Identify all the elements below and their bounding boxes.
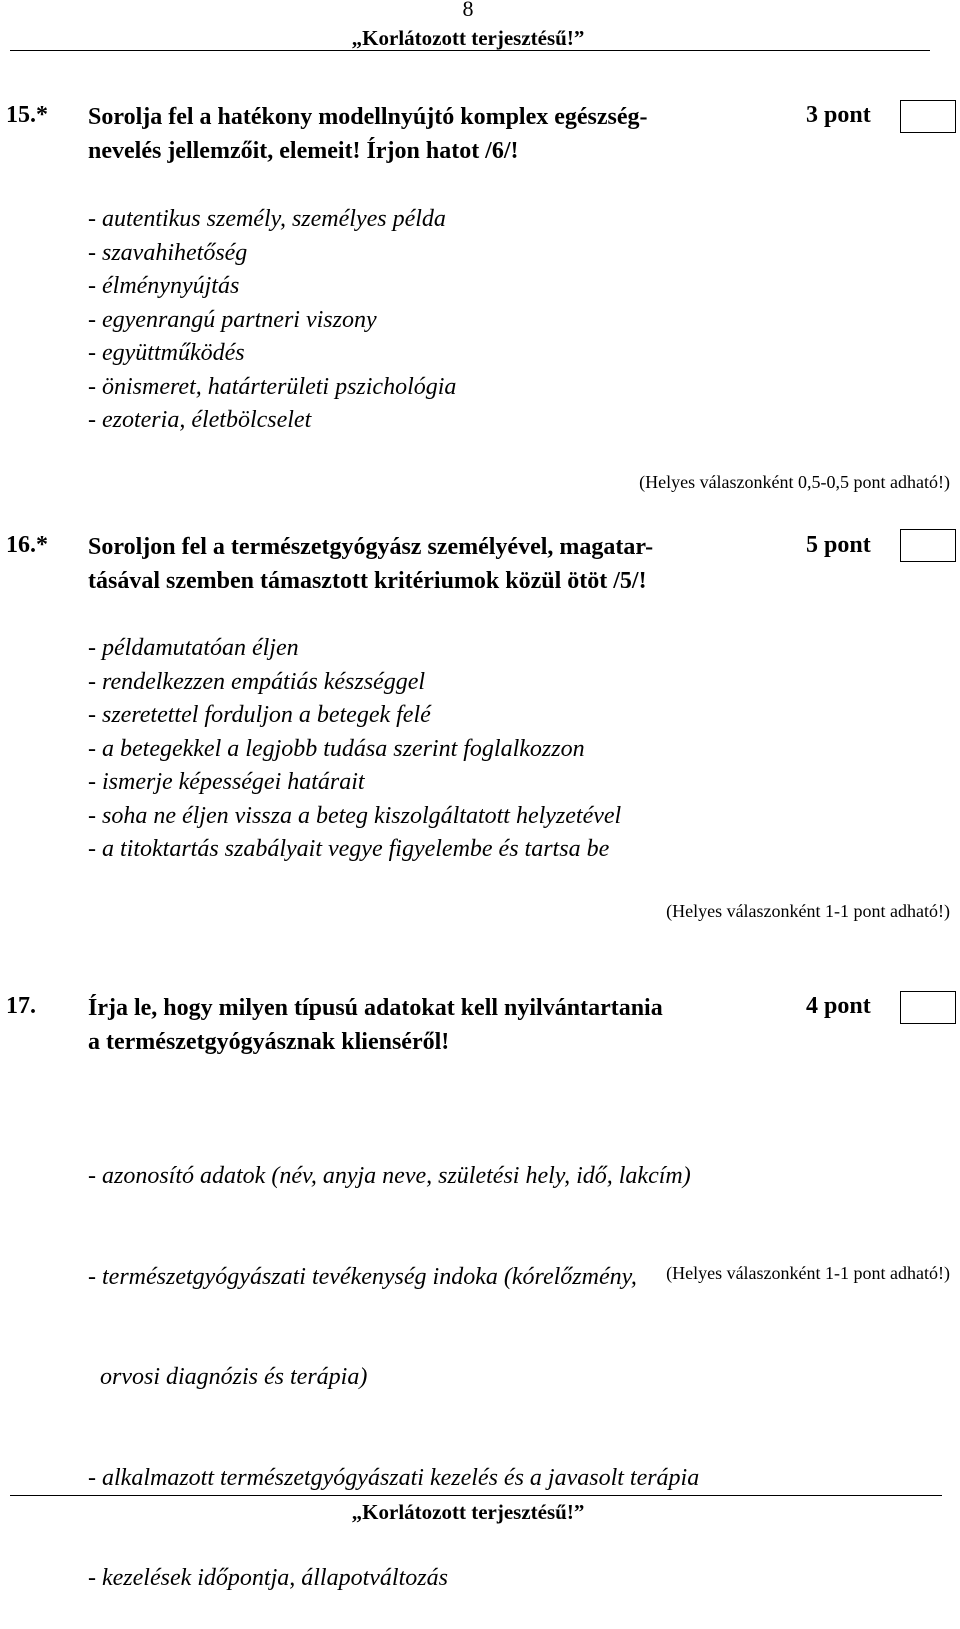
points-label: 3 pont (806, 102, 871, 128)
answer-item: - együttműködés (88, 340, 245, 366)
answer-item: - autentikus személy, személyes példa (88, 206, 446, 232)
scoring-note: (Helyes válaszonként 1-1 pont adható!) (666, 901, 950, 921)
answer-list (88, 203, 456, 438)
answer-item: - példamutatóan éljen (88, 635, 299, 661)
answer-item: - önismeret, határterületi pszichológia (88, 373, 457, 400)
footer-rule (10, 1495, 942, 1496)
question-text-line: tásával szemben támasztott kritériumok közül ötöt /5/! (88, 568, 647, 594)
answer-item: - ismerje képességei határait (88, 769, 365, 795)
page-header: „Korlátozott terjesztésű!” (351, 26, 585, 50)
header-rule (10, 50, 930, 51)
answer-item: - alkalmazott természetgyógyászati kezelés és a javasolt terápia (88, 1464, 700, 1491)
answer-item: - szavahihetőség (88, 239, 248, 266)
answer-item: - élménynyújtás (88, 273, 240, 299)
question-text (88, 530, 653, 598)
score-box[interactable] (900, 100, 956, 133)
scoring-note: (Helyes válaszonként 0,5-0,5 pont adható!) (639, 472, 950, 492)
points-label: 4 pont (806, 993, 871, 1019)
answer-item: - szeretettel forduljon a betegek felé (88, 702, 431, 728)
page-number: 8 (462, 0, 474, 21)
answer-list (88, 632, 621, 867)
answer-item: orvosi diagnózis és terápia) (88, 1364, 368, 1390)
page-footer: „Korlátozott terjesztésű!” (351, 1500, 585, 1524)
answer-item: - ezoteria, életbölcselet (88, 407, 312, 433)
answer-item: - azonosító adatok (név, anyja neve, születési hely, idő, lakcím) (88, 1163, 691, 1189)
score-box[interactable] (900, 991, 956, 1024)
question-number: 17. (6, 993, 36, 1019)
question-text-line: a természetgyógyásznak klienséről! (88, 1029, 450, 1055)
question-number: 16.* (6, 532, 48, 558)
scoring-note: (Helyes válaszonként 1-1 pont adható!) (666, 1263, 950, 1283)
answer-item: - a titoktartás szabályait vegye figyelembe és tartsa be (88, 836, 610, 862)
answer-item: - egyenrangú partneri viszony (88, 306, 377, 333)
answer-item: - rendelkezzen empátiás készséggel (88, 668, 426, 695)
score-box[interactable] (900, 529, 956, 562)
answer-item: - a betegekkel a legjobb tudása szerint foglalkozzon (88, 735, 585, 762)
answer-item: - kezelések időpontja, állapotváltozás (88, 1565, 448, 1591)
question-text-line: nevelés jellemzőit, elemeit! Írjon hatot /6/! (88, 138, 519, 164)
question-number: 15.* (6, 102, 48, 128)
question-text-line: Írja le, hogy milyen típusú adatokat kell nyilvántartania (88, 995, 663, 1021)
question-text-line: Soroljon fel a természetgyógyász személyével, magatar- (88, 534, 654, 560)
points-label: 5 pont (806, 532, 871, 558)
question-text (88, 991, 663, 1059)
question-text-line: Sorolja fel a hatékony modellnyújtó komplex egészség- (88, 104, 648, 130)
answer-item: - természetgyógyászati tevékenység indoka (kórelőzmény, (88, 1263, 637, 1290)
answer-list (88, 1093, 699, 1629)
answer-item: - soha ne éljen vissza a beteg kiszolgáltatott helyzetével (88, 802, 622, 829)
question-text (88, 100, 648, 168)
